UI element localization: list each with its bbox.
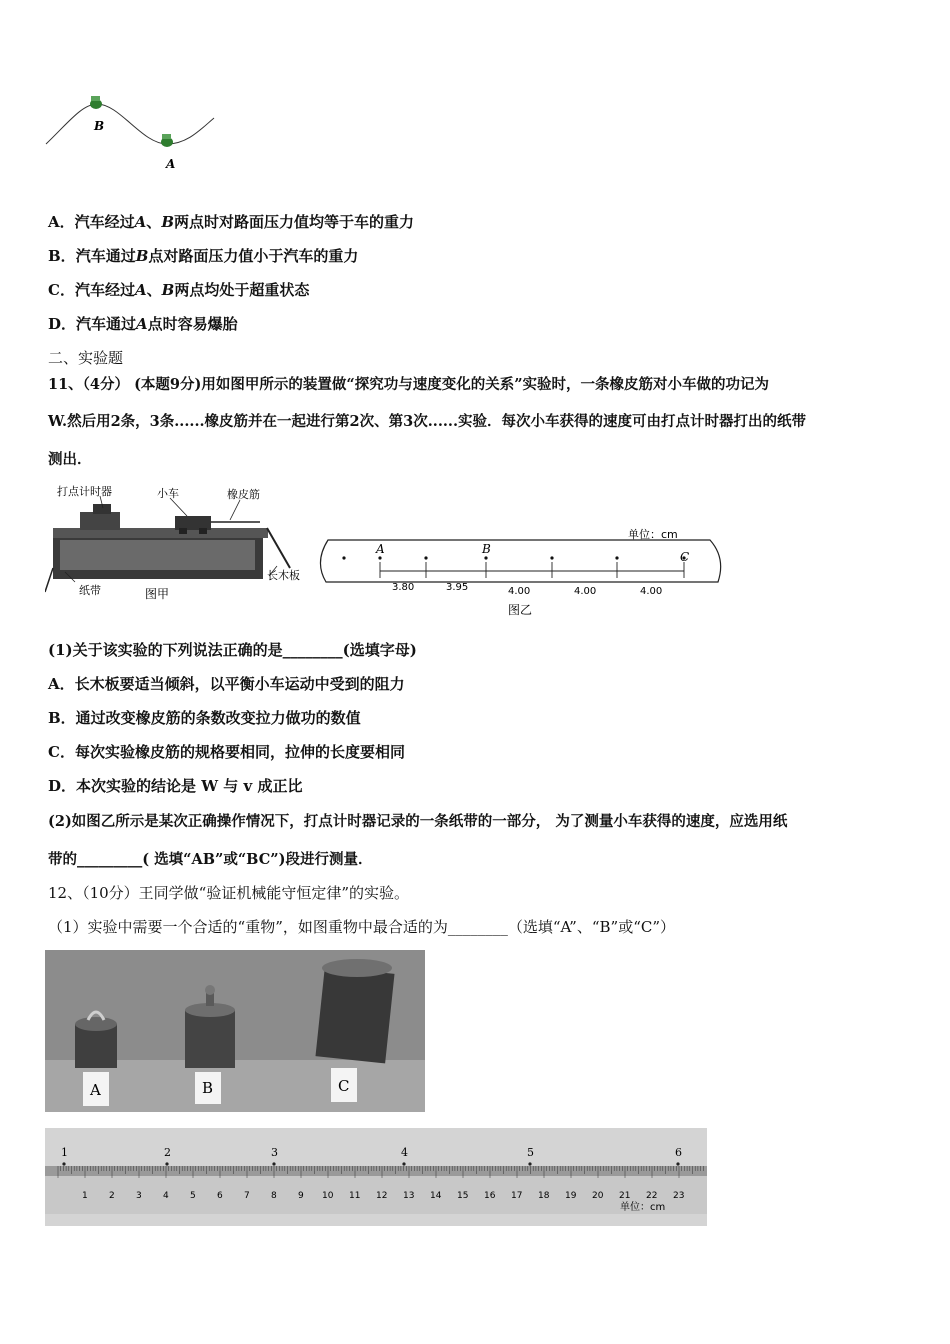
q10-option-d: D．汽车通过A点时容易爆胎 — [48, 315, 238, 333]
figure-yi — [310, 522, 730, 622]
board-label: 长木板 — [267, 569, 300, 582]
ruler-number: 16 — [484, 1191, 496, 1201]
tape-dot — [676, 1162, 679, 1165]
ruler-number: 9 — [298, 1191, 304, 1201]
section-title: 二、实验题 — [48, 349, 124, 367]
distance-label: 3.95 — [446, 582, 469, 593]
car-icon — [90, 96, 102, 109]
point-b-label: B — [94, 119, 105, 133]
road-figure — [42, 92, 222, 174]
distance-label: 4.00 — [508, 586, 531, 597]
q11-sub2-line-1: (2)如图乙所示是某次正确操作情况下，打点计时器记录的一条纸带的一部分， 为了测量小车获得的速度，应选用纸 — [48, 813, 788, 830]
ruler-number: 14 — [430, 1191, 442, 1201]
distance-label: 3.80 — [392, 582, 415, 593]
tape-dot — [272, 1162, 275, 1165]
ruler-number: 19 — [565, 1191, 577, 1201]
tape-dot — [528, 1162, 531, 1165]
tape-point-number: 3 — [271, 1146, 278, 1159]
q10-option-c: C．汽车经过A、B两点均处于超重状态 — [48, 281, 310, 299]
cart-label: 小车 — [157, 487, 179, 500]
point-a-label: A — [166, 157, 176, 171]
tape-point-number: 6 — [675, 1146, 682, 1159]
tape-point-c: C — [680, 550, 690, 564]
ruler-number: 11 — [349, 1191, 361, 1201]
q10-option-b: B．汽车通过B点对路面压力值小于汽车的重力 — [48, 247, 359, 265]
ruler-number: 1 — [82, 1191, 88, 1201]
tape-point-number: 2 — [164, 1146, 171, 1159]
q11-option-d: D．本次实验的结论是 W 与 v 成正比 — [48, 777, 303, 795]
weight-a-icon — [75, 1012, 117, 1068]
ruler-unit-label: 单位：cm — [620, 1202, 666, 1213]
tape-point-number: 5 — [527, 1146, 534, 1159]
tape-label: 纸带 — [79, 584, 101, 597]
car-icon — [161, 134, 173, 147]
ruler-number: 18 — [538, 1191, 550, 1201]
weight-label: C — [338, 1077, 350, 1095]
tape-point-b: B — [482, 542, 491, 556]
ruler-number: 10 — [322, 1191, 334, 1201]
q12-line-1: 12、（10分）王同学做“验证机械能守恒定律”的实验。 — [48, 884, 410, 902]
q11-line-2: W.然后用2条，3条......橡皮筋并在一起进行第2次、第3次......实验．每次小车获得的速度可由打点计时器打出的纸带 — [48, 413, 807, 430]
ruler-number: 8 — [271, 1191, 277, 1201]
distance-label: 4.00 — [640, 586, 663, 597]
q11-option-c: C．每次实验橡皮筋的规格要相同，拉伸的长度要相同 — [48, 743, 405, 761]
tape-dot — [165, 1162, 168, 1165]
ruler-number: 21 — [619, 1191, 631, 1201]
ruler-number: 5 — [190, 1191, 196, 1201]
weights-photo — [45, 950, 425, 1112]
ruler-number: 22 — [646, 1191, 658, 1201]
ruler-number: 23 — [673, 1191, 685, 1201]
ruler-number: 12 — [376, 1191, 388, 1201]
weight-c-icon — [315, 959, 394, 1063]
ruler-number: 2 — [109, 1191, 115, 1201]
timer-label: 打点计时器 — [57, 485, 112, 498]
tape-dot — [402, 1162, 405, 1165]
ruler-number: 6 — [217, 1191, 223, 1201]
tape-point-a: A — [376, 542, 385, 556]
figure-jia — [45, 482, 310, 607]
q11-line-1: 11、（4分） (本题9分)用如图甲所示的装置做“探究功与速度变化的关系”实验时，一条橡皮筋对小车做的功记为 — [48, 376, 770, 393]
weight-label: B — [202, 1079, 214, 1097]
tape-point-number: 1 — [61, 1146, 68, 1159]
tape-point-number: 4 — [401, 1146, 408, 1159]
ruler-number: 4 — [163, 1191, 169, 1201]
q11-sub1: (1)关于该实验的下列说法正确的是________(选填字母) — [48, 641, 417, 659]
q11-option-b: B．通过改变橡皮筋的条数改变拉力做功的数值 — [48, 709, 361, 727]
ruler-number: 17 — [511, 1191, 523, 1201]
q11-option-a: A．长木板要适当倾斜，以平衡小车运动中受到的阻力 — [48, 675, 405, 693]
figure-jia-caption: 图甲 — [145, 587, 170, 601]
q12-line-2: （1）实验中需要一个合适的“重物”，如图重物中最合适的为________（选填“A”、“B”或“C”） — [48, 918, 676, 936]
ruler-number: 13 — [403, 1191, 415, 1201]
weight-label: A — [90, 1081, 101, 1099]
unit-label: 单位：cm — [628, 528, 678, 541]
distance-label: 4.00 — [574, 586, 597, 597]
ruler-number: 15 — [457, 1191, 469, 1201]
q11-line-3: 测出． — [48, 451, 92, 468]
figure-yi-caption: 图乙 — [508, 603, 533, 617]
q11-sub2-line-2: 带的_________( 选填“AB”或“BC”)段进行测量． — [48, 851, 373, 868]
ruler-number: 7 — [244, 1191, 250, 1201]
q10-option-a: A．汽车经过A、B两点时对路面压力值均等于车的重力 — [48, 213, 415, 231]
band-label: 橡皮筋 — [227, 488, 260, 501]
tape-dot — [62, 1162, 65, 1165]
ruler-number: 20 — [592, 1191, 604, 1201]
ruler-photo — [45, 1128, 707, 1226]
ruler-number: 3 — [136, 1191, 142, 1201]
dot-markers — [342, 556, 685, 559]
